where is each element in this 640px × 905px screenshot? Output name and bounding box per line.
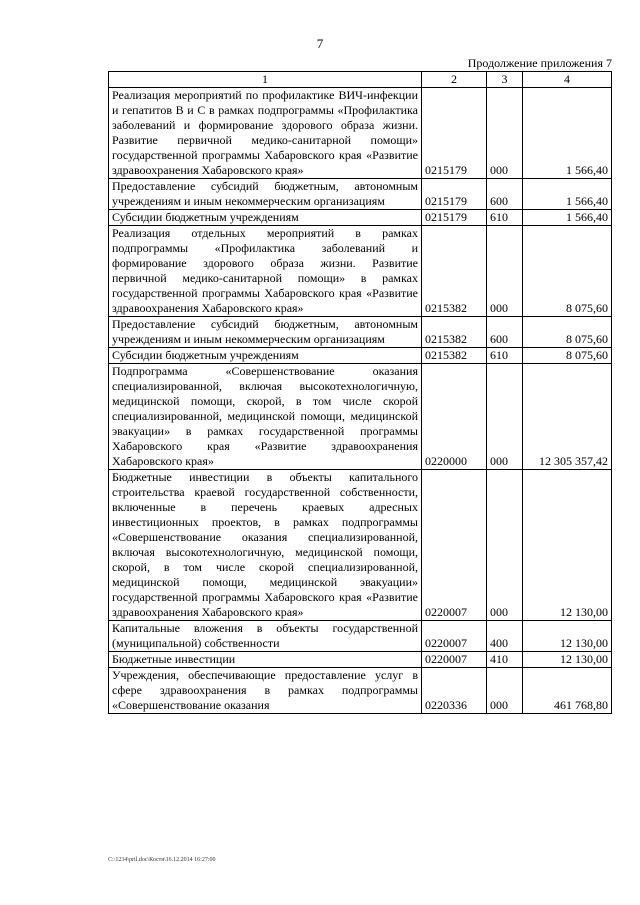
row-type: 410 — [487, 652, 523, 668]
row-amount: 12 305 357,42 — [523, 364, 612, 470]
row-description: Субсидии бюджетным учреждениям — [109, 348, 422, 364]
row-amount: 1 566,40 — [523, 88, 612, 179]
row-code: 0220336 — [422, 668, 487, 714]
budget-table — [108, 71, 612, 714]
row-type: 000 — [487, 364, 523, 470]
table-row — [109, 470, 612, 621]
table-header-row — [109, 72, 612, 88]
row-code: 0215382 — [422, 226, 487, 317]
row-amount: 8 075,60 — [523, 348, 612, 364]
row-amount: 1 566,40 — [523, 179, 612, 210]
row-code: 0220000 — [422, 364, 487, 470]
row-description: Капитальные вложения в объекты государственной (муниципальной) собственности — [109, 621, 422, 652]
row-description: Предоставление субсидий бюджетным, автономным учреждениям и иным некоммерческим организациям — [109, 179, 422, 210]
page-number: 7 — [316, 36, 324, 51]
row-type: 000 — [487, 88, 523, 179]
row-code: 0220007 — [422, 470, 487, 621]
table-row — [109, 210, 612, 226]
row-description: Бюджетные инвестиции — [109, 652, 422, 668]
row-description: Подпрограмма «Совершенствование оказания специализированной, включая высокотехнологичную, медицинской помощи, скорой, в том числе скорой специализированной, медицинской помощи, медицинской эвакуации» в рамках государственной программы Хабаровского края «Развитие здравоохранения Хабаровского края» — [109, 364, 422, 470]
row-amount: 12 130,00 — [523, 652, 612, 668]
row-description: Предоставление субсидий бюджетным, автономным учреждениям и иным некоммерческим организациям — [109, 317, 422, 348]
row-code: 0215382 — [422, 317, 487, 348]
row-description: Реализация отдельных мероприятий в рамках подпрограммы «Профилактика заболеваний и формирование здорового образа жизни. Развитие первичной медико-санитарной помощи» в рамках государственной программы Хабаровского края «Развитие здравоохранения Хабаровского края» — [109, 226, 422, 317]
row-type: 000 — [487, 668, 523, 714]
row-code: 0220007 — [422, 652, 487, 668]
table-row — [109, 668, 612, 714]
row-type: 600 — [487, 317, 523, 348]
table-row — [109, 348, 612, 364]
row-description: Учреждения, обеспечивающие предоставление услуг в сфере здравоохранения в рамках подпрограммы «Совершенствование оказания — [109, 668, 422, 714]
table-row — [109, 652, 612, 668]
table-row — [109, 179, 612, 210]
header-col-2: 2 — [422, 72, 487, 88]
table-row — [109, 226, 612, 317]
row-amount: 1 566,40 — [523, 210, 612, 226]
row-type: 000 — [487, 226, 523, 317]
row-code: 0220007 — [422, 621, 487, 652]
row-description: Бюджетные инвестиции в объекты капитального строительства краевой государственной собственности, включенные в перечень краевых адресных инвестиционных проектов, в рамках подпрограммы «Совершенствование оказания специализированной, включая высокотехнологичную, медицинской помощи, скорой, в том числе скорой специализированной, медицинской помощи, медицинской эвакуации» государственной программы Хабаровского края «Развитие здравоохранения Хабаровского края» — [109, 470, 422, 621]
row-description: Субсидии бюджетным учреждениям — [109, 210, 422, 226]
continuation-label: Продолжение приложения 7 — [467, 56, 612, 70]
row-description: Реализация мероприятий по профилактике ВИЧ-инфекции и гепатитов В и С в рамках подпрограммы «Профилактика заболеваний и формирование здорового образа жизни. Развитие первичной медико-санитарной помощи» государственной программы Хабаровского края «Развитие здравоохранения Хабаровского края» — [109, 88, 422, 179]
header-col-3: 3 — [487, 72, 523, 88]
row-type: 400 — [487, 621, 523, 652]
row-amount: 12 130,00 — [523, 621, 612, 652]
row-amount: 461 768,80 — [523, 668, 612, 714]
row-amount: 12 130,00 — [523, 470, 612, 621]
header-col-1: 1 — [109, 72, 422, 88]
table-body — [109, 72, 612, 714]
table-row — [109, 364, 612, 470]
table-row — [109, 88, 612, 179]
row-code: 0215179 — [422, 88, 487, 179]
header-col-4: 4 — [523, 72, 612, 88]
table-row — [109, 621, 612, 652]
row-amount: 8 075,60 — [523, 226, 612, 317]
file-path-footer: C:\1234\pril.doc\Костя\16.12.2014 16:27:00 — [108, 857, 216, 863]
table-row — [109, 317, 612, 348]
row-code: 0215382 — [422, 348, 487, 364]
row-type: 610 — [487, 348, 523, 364]
row-code: 0215179 — [422, 179, 487, 210]
row-code: 0215179 — [422, 210, 487, 226]
row-type: 610 — [487, 210, 523, 226]
row-type: 600 — [487, 179, 523, 210]
row-amount: 8 075,60 — [523, 317, 612, 348]
row-type: 000 — [487, 470, 523, 621]
